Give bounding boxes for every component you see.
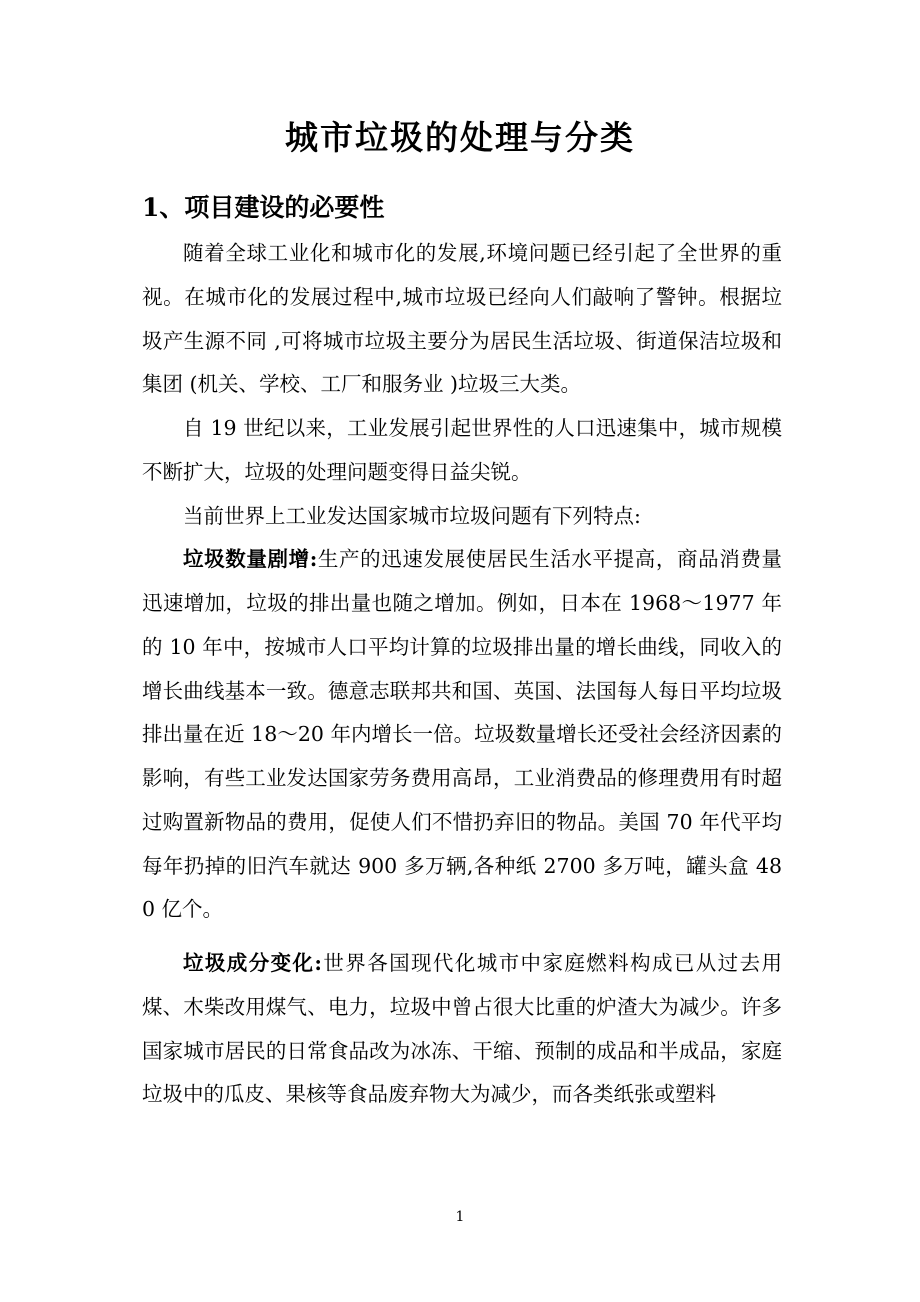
paragraph-composition-change	[142, 942, 782, 1117]
paragraph-text: 当前世界上工业发达国家城市垃圾问题有下列特点:	[183, 503, 641, 528]
paragraph-text: 随着全球工业化和城市化的发展,环境问题已经引起了全世界的重视。在城市化的发展过程中,城市垃圾已经向人们敲响了警钟。根据垃圾产生源不同 ,可将城市垃圾主要分为居民生活垃圾、街道保洁垃圾和集团 (机关、学校、工厂和服务业 )垃圾三大类。	[142, 241, 782, 397]
paragraph-text: 自 19 世纪以来，工业发展引起世界性的人口迅速集中，城市规模不断扩大，垃圾的处理问题变得日益尖锐。	[142, 416, 782, 484]
paragraph-quantity-increase	[142, 538, 782, 932]
paragraph-text: 世界各国现代化城市中家庭燃料构成已从过去用煤、木柴改用煤气、电力，垃圾中曾占很大比重的炉渣大为减少。许多国家城市居民的日常食品改为冰冻、干缩、预制的成品和半成品，家庭垃圾中的瓜皮、果核等食品废弃物大为减少，而各类纸张或塑料	[142, 951, 782, 1107]
paragraph-19th-century	[142, 407, 782, 495]
section-heading: 1、项目建设的必要性	[142, 193, 385, 222]
paragraph-lead: 垃圾成分变化:	[183, 951, 322, 975]
paragraph-characteristics	[142, 495, 782, 539]
page-number: 1	[455, 1209, 465, 1225]
paragraph-lead: 垃圾数量剧增:	[183, 547, 318, 572]
paragraph-text: 生产的迅速发展使居民生活水平提高，商品消费量迅速增加，垃圾的排出量也随之增加。例如，日本在 1968～1977 年的 10 年中，按城市人口平均计算的垃圾排出量的增长曲线，同收入的增长曲线基本一致。德意志联邦共和国、英国、法国每人每日平均垃圾排出量在近 18～20 年内增长一倍。垃圾数量增长还受社会经济因素的影响，有些工业发达国家劳务费用高昂，工业消费品的修理费用有时超过购置新物品的费用，促使人们不惜扔弃旧的物品。美国 70 年代平均每年扔掉的旧汽车就达 900 多万辆,各种纸 2700 多万吨，罐头盒 480 亿个。	[142, 547, 782, 922]
document-body	[142, 232, 782, 1117]
document-title: 城市垃圾的处理与分类	[285, 118, 635, 157]
paragraph-intro	[142, 232, 782, 407]
